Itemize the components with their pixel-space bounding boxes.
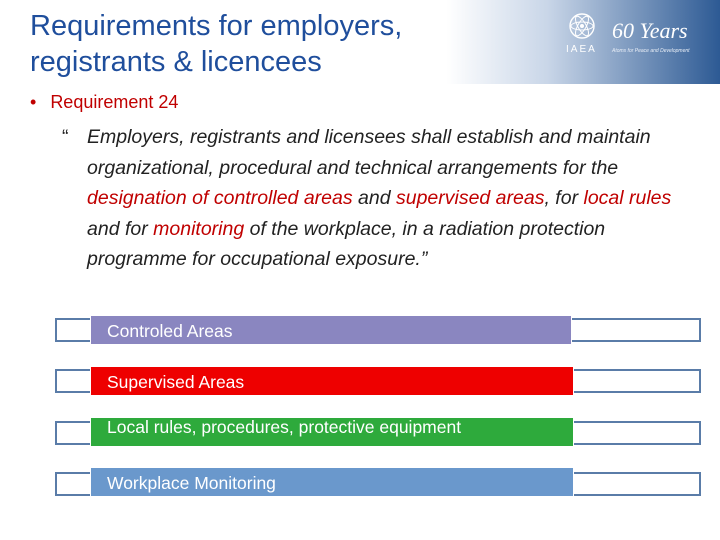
list-item-label: Local rules, procedures, protective equipment: [107, 417, 462, 437]
iaea-60-years-logo: [558, 10, 718, 60]
slide-header: [0, 0, 720, 84]
requirement-quote: [62, 122, 702, 275]
quote-highlight-monitoring: monitoring: [153, 217, 245, 240]
quote-open-mark: “: [62, 126, 69, 148]
list-item-workplace-monitoring: [90, 467, 574, 497]
quote-text-part: , for: [544, 187, 584, 209]
list-item-controlled-areas: [90, 315, 572, 345]
logo-org-name: IAEA: [566, 44, 597, 55]
quote-highlight-supervised-areas: supervised areas: [395, 187, 545, 209]
slide-title: [30, 8, 510, 80]
quote-text-part: and: [352, 187, 396, 209]
quote-body: [87, 122, 702, 275]
bullet-dot-icon: •: [30, 92, 37, 112]
list-item-supervised-areas: [90, 366, 574, 396]
quote-highlight-controlled-areas: designation of controlled areas: [87, 187, 353, 209]
requirement-bullet: [30, 92, 178, 113]
list-item-label: Supervised Areas: [107, 372, 245, 392]
list-item-label: Controled Areas: [107, 321, 233, 341]
quote-highlight-local-rules: local rules: [583, 187, 672, 209]
logo-tagline: Atoms for Peace and Development: [612, 48, 690, 54]
quote-text-part: and for: [87, 217, 154, 240]
list-item-local-rules: [90, 417, 574, 447]
iaea-emblem-icon: [566, 10, 598, 42]
list-item-label: Workplace Monitoring: [107, 473, 276, 493]
slide-title-line-2: registrants & licencees: [30, 46, 322, 78]
requirement-label: Requirement 24: [50, 92, 179, 112]
logo-years: 60 Years: [612, 18, 688, 43]
slide-title-line-1: Requirements for employers,: [30, 10, 403, 42]
quote-text-part: of the workplace, in a radiation protection programme for occupational exposure.”: [87, 217, 606, 270]
quote-text-part: Employers, registrants and licensees shall establish and maintain organizational, procedural and technical arrangements for the: [87, 126, 651, 179]
